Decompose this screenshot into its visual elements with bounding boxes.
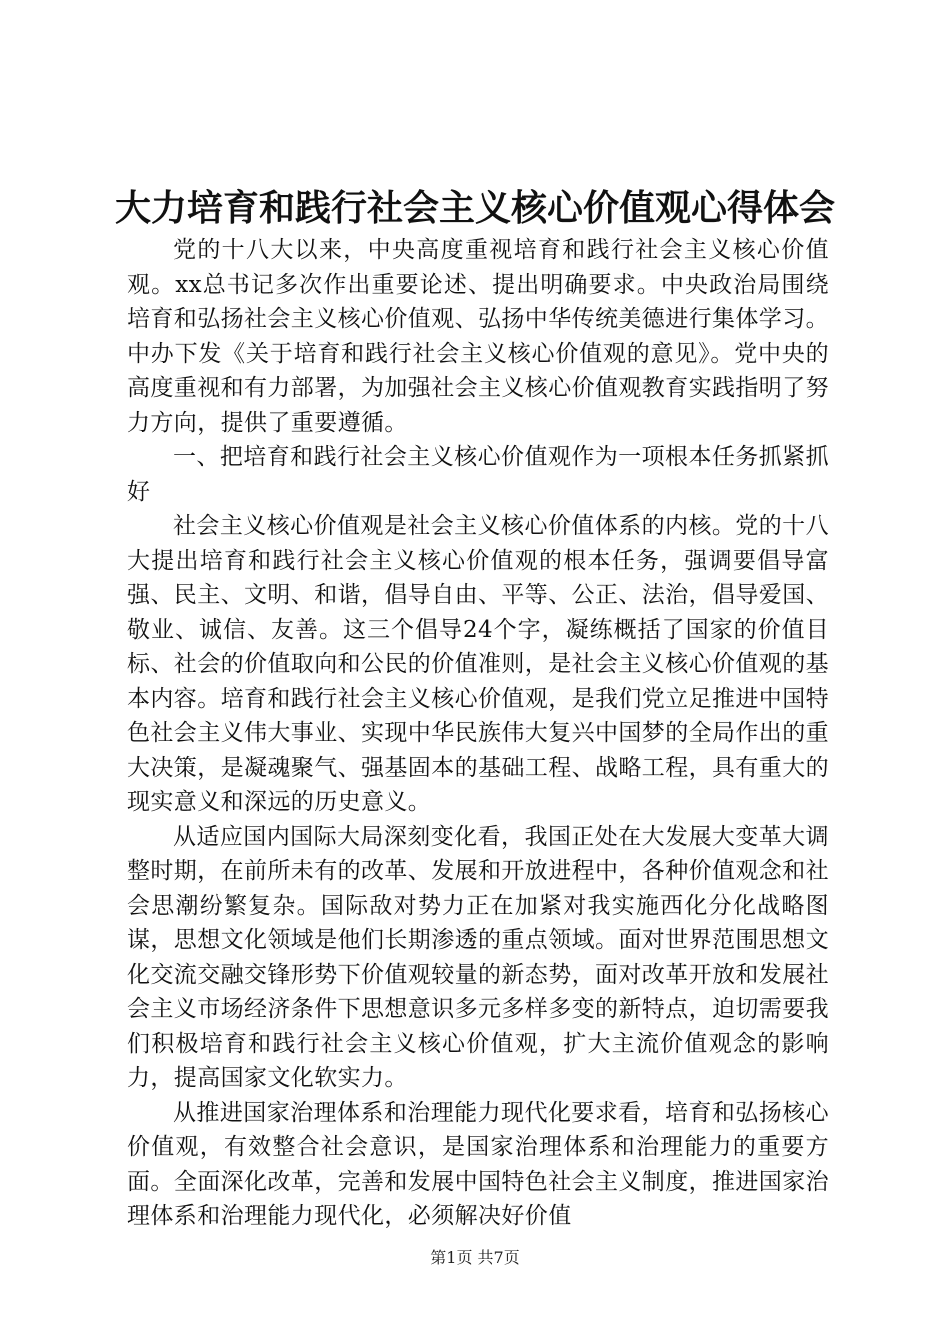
document-body (127, 233, 829, 1234)
section-heading-1: 一、把培育和践行社会主义核心价值观作为一项根本任务抓紧抓好 (127, 444, 829, 505)
paragraph-governance: 从推进国家治理体系和治理能力现代化要求看，培育和弘扬核心价值观，有效整合社会意识，是国家治理体系和治理能力的重要方面。全面深化改革，完善和发展中国特色社会主义制度，推进国家治理体系和治理能力现代化，必须解决好价值 (127, 1099, 829, 1229)
document-title: 大力培育和践行社会主义核心价值观心得体会 (114, 188, 835, 229)
page-number-indicator: 第1页 共7页 (430, 1248, 520, 1267)
paragraph-intro: 党的十八大以来，中央高度重视培育和践行社会主义核心价值观。xx总书记多次作出重要论述、提出明确要求。中央政治局围绕培育和弘扬社会主义核心价值观、弘扬中华传统美德进行集体学习。中办下发《关于培育和践行社会主义核心价值观的意见》。党中央的高度重视和有力部署，为加强社会主义核心价值观教育实践指明了努力方向，提供了重要遵循。 (127, 237, 829, 436)
paragraph-core-values: 社会主义核心价值观是社会主义核心价值体系的内核。党的十八大提出培育和践行社会主义核心价值观的根本任务，强调要倡导富强、民主、文明、和谐，倡导自由、平等、公正、法治，倡导爱国、敬业、诚信、友善。这三个倡导24个字，凝练概括了国家的价值目标、社会的价值取向和公民的价值准则，是社会主义核心价值观的基本内容。培育和践行社会主义核心价值观，是我们党立足推进中国特色社会主义伟大事业、实现中华民族伟大复兴中国梦的全局作出的重大决策，是凝魂聚气、强基固本的基础工程、战略工程，具有重大的现实意义和深远的历史意义。 (127, 513, 829, 815)
paragraph-international-context: 从适应国内国际大局深刻变化看，我国正处在大发展大变革大调整时期，在前所未有的改革、发展和开放进程中，各种价值观念和社会思潮纷繁复杂。国际敌对势力正在加紧对我实施西化分化战略图谋，思想文化领域是他们长期渗透的重点领域。面对世界范围思想文化交流交融交锋形势下价值观较量的新态势，面对改革开放和发展社会主义市场经济条件下思想意识多元多样多变的新特点，迫切需要我们积极培育和践行社会主义核心价值观，扩大主流价值观念的影响力，提高国家文化软实力。 (127, 823, 829, 1091)
